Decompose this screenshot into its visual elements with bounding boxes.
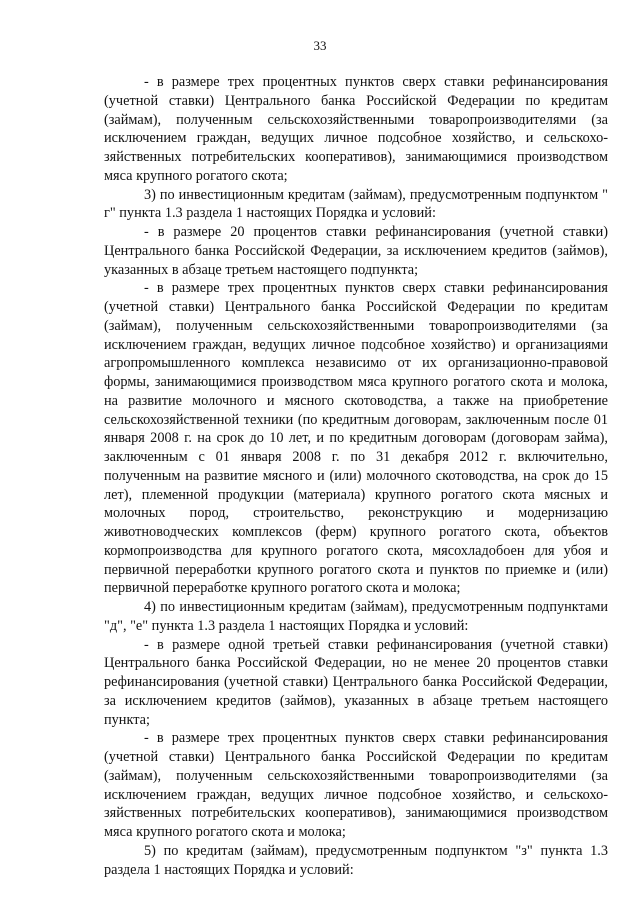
paragraph: 5) по кредитам (займам), предусмотренным подпунктом "з" пункта 1.3 раздела 1 настоящих Порядка и условий: — [104, 842, 608, 878]
paragraph: - в размере трех процентных пунктов сверх ставки рефинансирования (учетной ставки) Центрального банка Российской Федерации по кредитам (займам), полученным сельскохозяйственными товаропроизводителями (за исключением граждан, ведущих личное подсобное хозяйство, и сельскохозяйственных потребительских кооперативов), занимающимися производством мяса крупного рогатого скота; — [104, 74, 608, 184]
paragraph: - в размере 20 процентов ставки рефинансирования (учетной ставки) Центрального банка Российской Федерации, за исключением кредитов (займов), указанных в абзаце третьем настоящего подпункта; — [104, 224, 608, 278]
paragraph: - в размере трех процентных пунктов сверх ставки рефинансирования (учетной ставки) Центрального банка Российской Федерации по кредитам (займам), полученным сельскохозяйственными товаропроизводителями (за исключением граждан, ведущих личное подсобное хозяйство) и организациями агропромышленного комплекса независимо от их организационно-правовой формы, занимающимися производством мяса крупного рогатого скота и молока, на развитие молочного и мясного скотоводства, а также на приобретение сельскохозяйственной техники (по кредитным договорам, заключенным после 01 января 2008 г. на срок до 10 лет, и по кредитным договорам (договорам займа), заключенным с 01 января 2008 г. по 31 декабря 2012 г. включительно, полученным на развитие мясного и (или) молочного скотоводства, на срок до 15 лет), племенной продукции (материала) крупного рогатого скота мясных и молочных пород, строительство, реконструкцию и модернизацию животноводческих комплексов (ферм) крупного рогатого скота, объектов кормопроизводства для крупного рогатого скота, мясохладобоен для убоя и первичной переработки крупного рогатого скота и пунктов по приемке и (или) первичной переработке крупного рогатого скота и молока; — [104, 280, 608, 597]
paragraph: 3) по инвестиционным кредитам (займам), предусмотренным подпунктом " г" пункта 1.3 раздела 1 настоящих Порядка и условий: — [104, 186, 608, 222]
paragraph: - в размере одной третьей ставки рефинансирования (учетной ставки) Центрального банка Российской Федерации, но не менее 20 процентов ставки рефинансирования (учетной ставки) Центрального банка Российской Федерации, за исключением кредитов (займов), указанных в абзаце третьем настоящего пункта; — [104, 636, 608, 728]
paragraph: - в размере трех процентных пунктов сверх ставки рефинансирования (учетной ставки) Центрального банка Российской Федерации по кредитам (займам), полученным сельскохозяйственными товаропроизводителями (за исключением граждан, ведущих личное подсобное хозяйство, и сельскохозяйственных потребительских кооперативов), занимающимися производством мяса крупного рогатого скота и молока; — [104, 730, 608, 840]
document-body — [104, 73, 608, 879]
page-number: 33 — [313, 38, 327, 53]
paragraph: 4) по инвестиционным кредитам (займам), предусмотренным подпунктами "д", "е" пункта 1.3 раздела 1 настоящих Порядка и условий: — [104, 599, 608, 634]
